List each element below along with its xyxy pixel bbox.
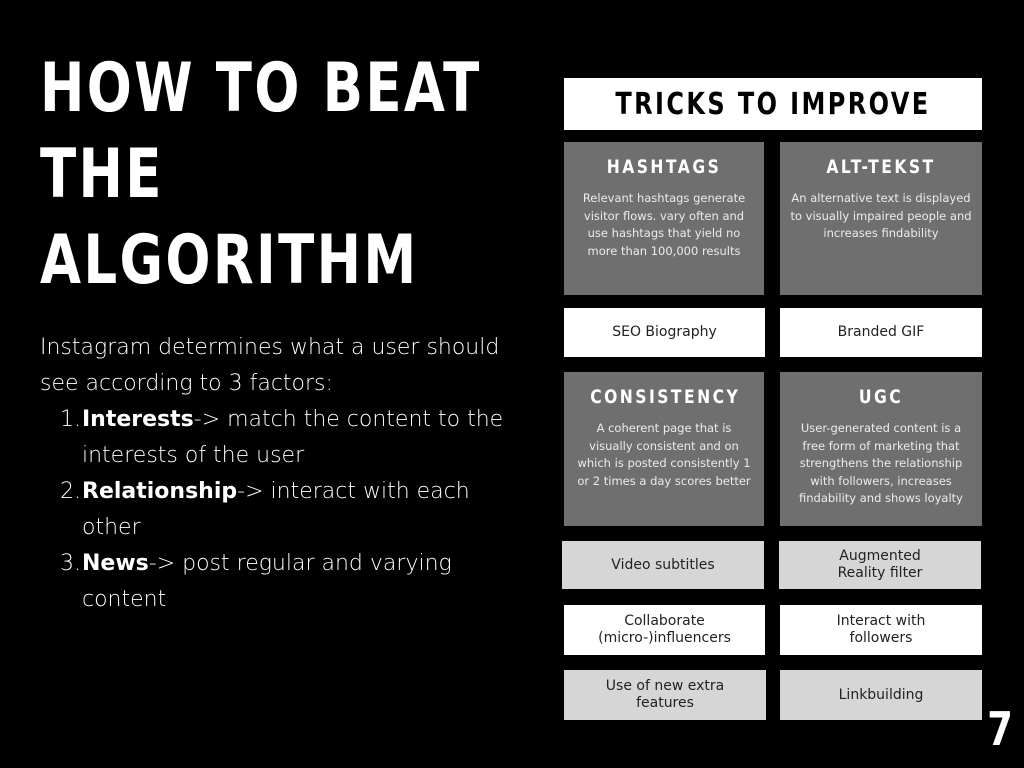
factor-item bbox=[40, 474, 510, 546]
factor-item bbox=[40, 402, 510, 474]
consistency-card bbox=[564, 372, 764, 526]
ugc-card bbox=[780, 372, 982, 526]
factor-term: Relationship bbox=[82, 479, 238, 504]
card-text: Relevant hashtags generate visitor flows. vary often and use hashtags that yield no more than 100,000 results bbox=[582, 191, 746, 258]
branded-gif-tile: Branded GIF bbox=[780, 308, 982, 357]
tricks-heading-banner bbox=[564, 78, 982, 130]
tricks-heading: TRICKS TO IMPROVE bbox=[615, 86, 931, 122]
ar-filter-tile: Augmented Reality filter bbox=[779, 541, 981, 589]
slide-title bbox=[40, 46, 482, 304]
factor-item bbox=[40, 546, 510, 618]
intro-text-block bbox=[40, 330, 510, 618]
factor-description: -> post regular and varying content bbox=[82, 551, 452, 612]
title-line-1: HOW TO BEAT bbox=[40, 49, 482, 128]
collaborate-tile: Collaborate (micro-)influencers bbox=[564, 605, 765, 655]
card-text: User-generated content is a free form of marketing that strengthens the relationship with followers, increases findability and shows loyalty bbox=[799, 421, 963, 505]
card-title: ALT-TEKST bbox=[826, 156, 936, 178]
intro-paragraph: Instagram determines what a user should see according to 3 factors: bbox=[40, 335, 500, 396]
seo-biography-tile: SEO Biography bbox=[564, 308, 765, 357]
card-title: UGC bbox=[858, 386, 904, 408]
card-text: An alternative text is displayed to visually impaired people and increases findability bbox=[790, 191, 972, 240]
factor-description: -> match the content to the interests of the user bbox=[82, 407, 504, 468]
title-line-2: THE bbox=[40, 135, 164, 214]
factor-term: News bbox=[82, 551, 149, 576]
factor-number: 1. bbox=[60, 407, 81, 432]
page-number: 7 bbox=[987, 702, 1013, 756]
video-subtitles-tile: Video subtitles bbox=[562, 541, 764, 589]
linkbuilding-tile: Linkbuilding bbox=[780, 670, 982, 720]
alt-tekst-card bbox=[780, 142, 982, 295]
card-title: HASHTAGS bbox=[606, 156, 722, 178]
interact-tile: Interact with followers bbox=[780, 605, 982, 655]
hashtags-card bbox=[564, 142, 764, 295]
factor-number: 2. bbox=[60, 479, 81, 504]
new-features-tile: Use of new extra features bbox=[564, 670, 766, 720]
factor-number: 3. bbox=[60, 551, 81, 576]
factor-description: -> interact with each other bbox=[82, 479, 470, 540]
factor-term: Interests bbox=[82, 407, 194, 432]
factors-list bbox=[40, 402, 510, 618]
card-text: A coherent page that is visually consistent and on which is posted consistently 1 or 2 times a day scores better bbox=[577, 421, 751, 488]
title-line-3: ALGORITHM bbox=[40, 221, 419, 300]
card-title: CONSISTENCY bbox=[590, 386, 741, 408]
